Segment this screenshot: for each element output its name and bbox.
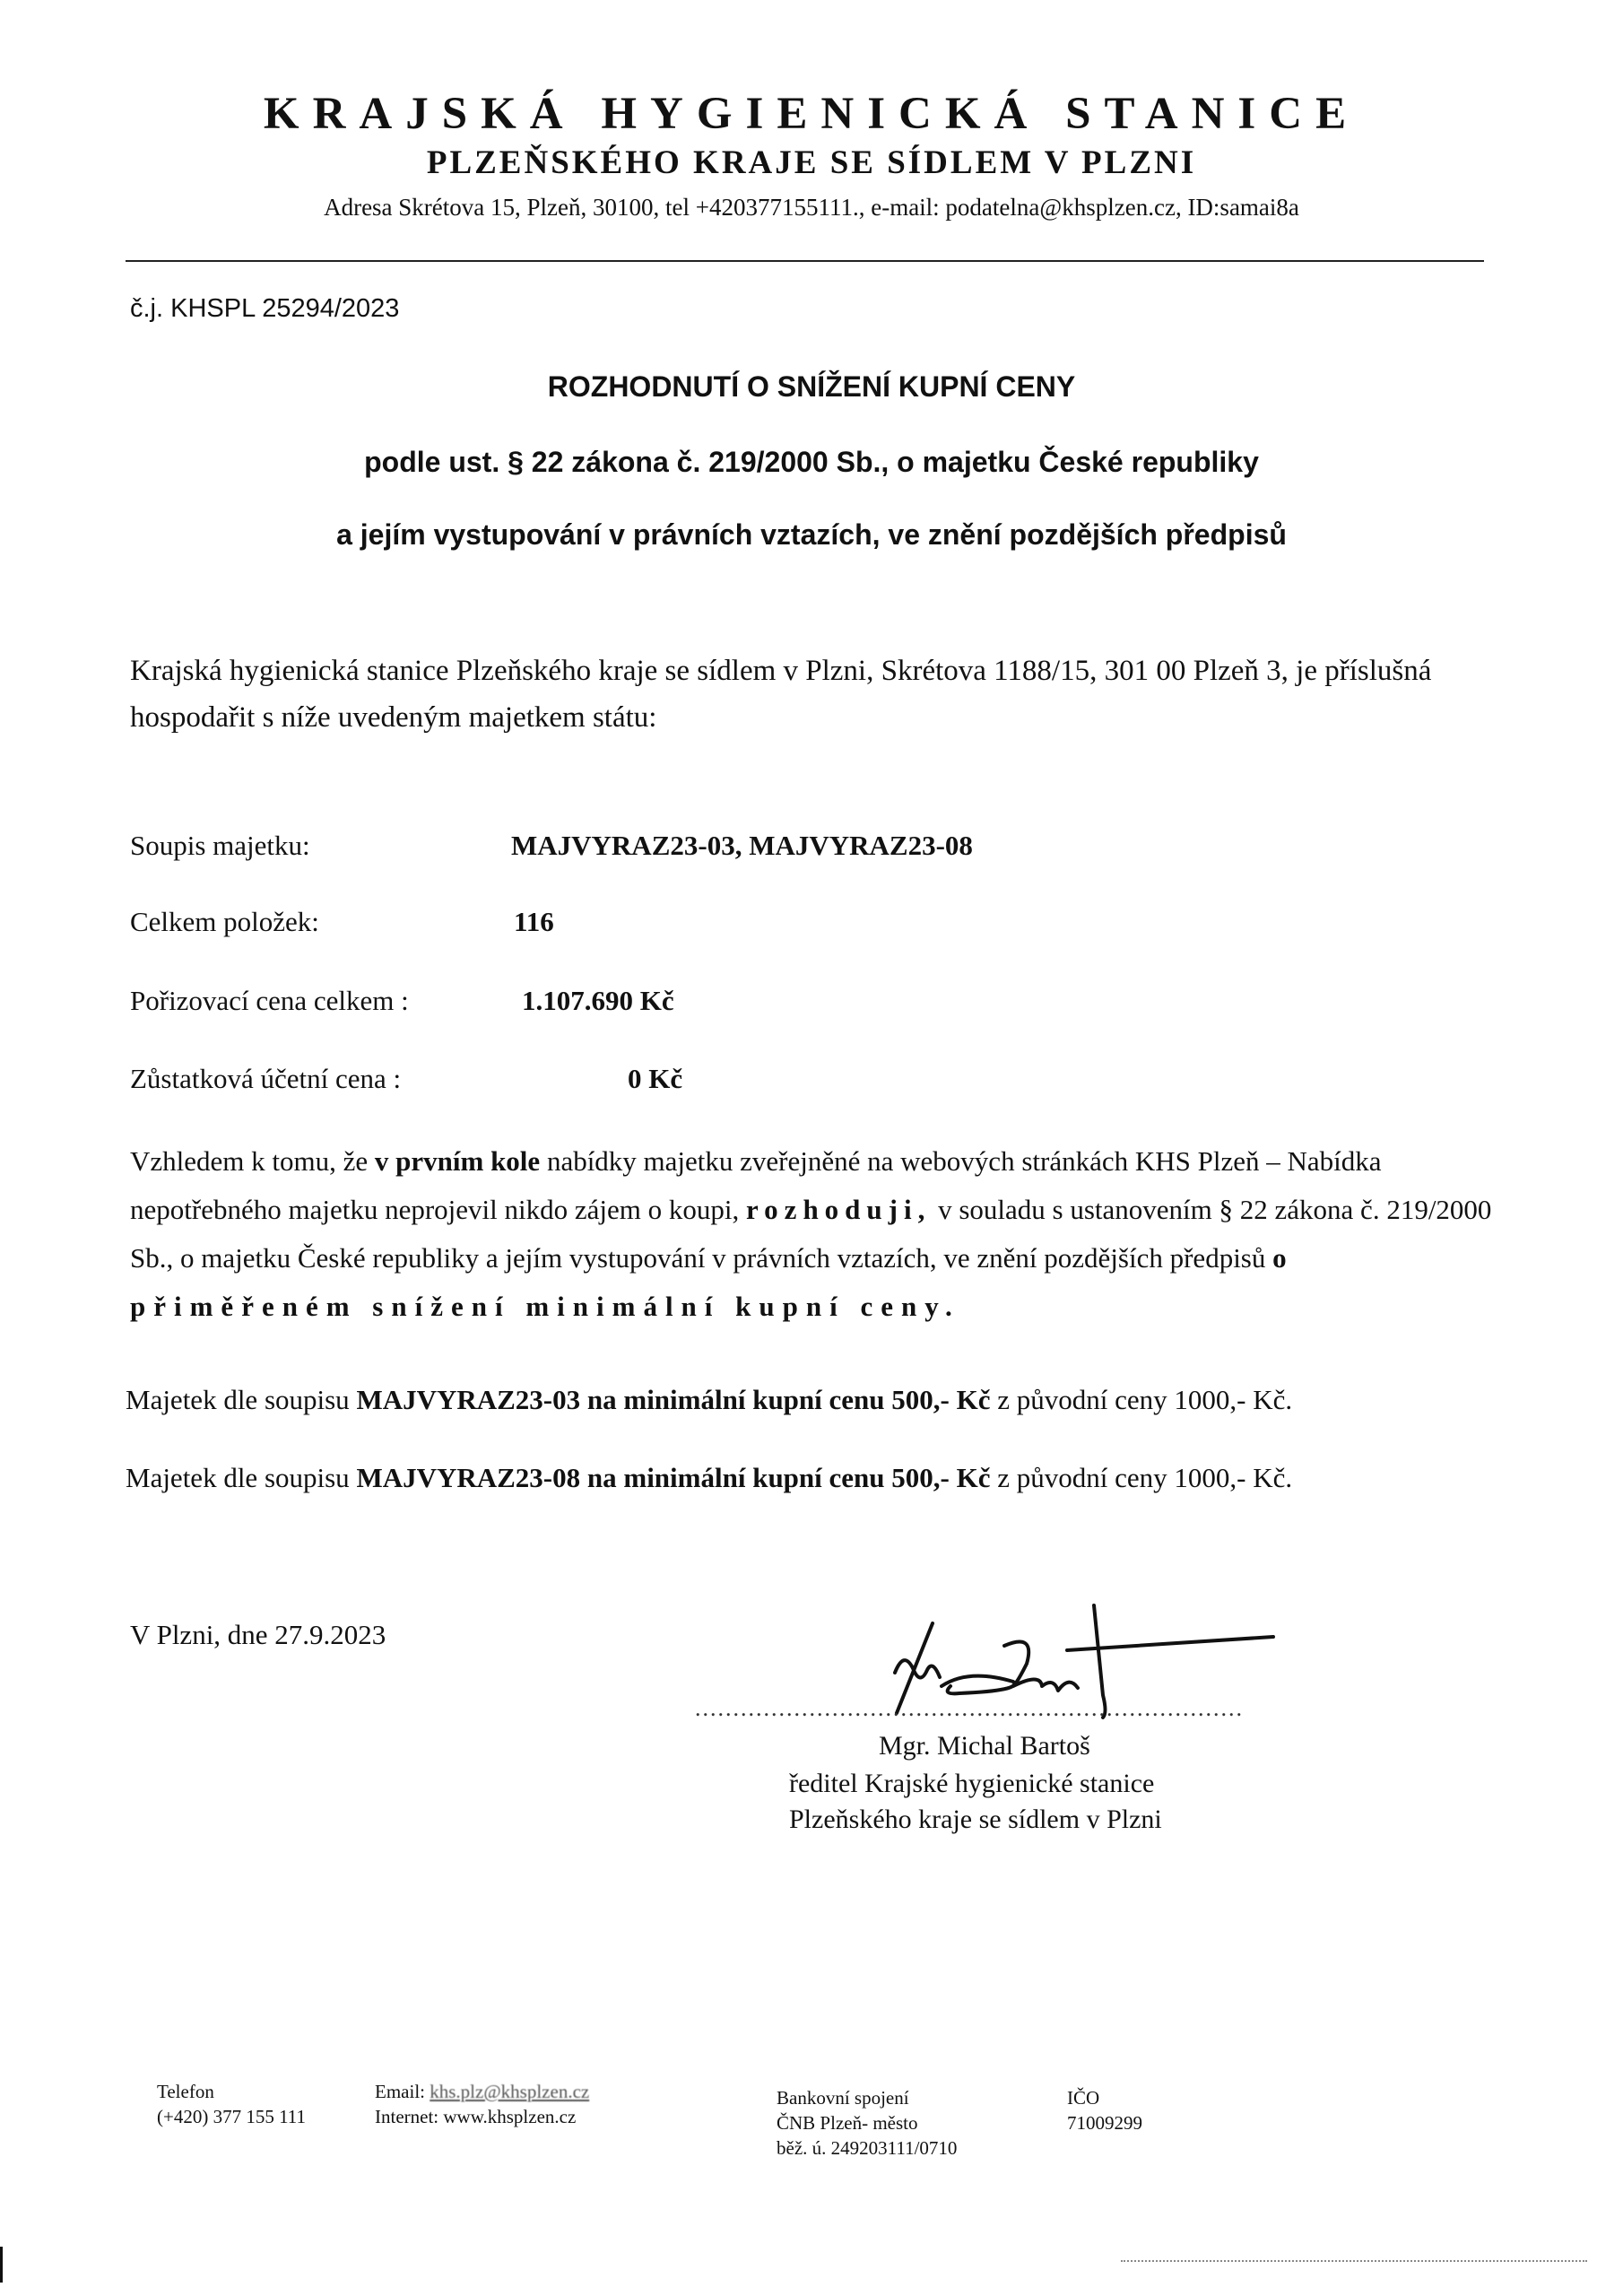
price-line-suffix: z původní ceny 1000,- Kč. [990,1462,1293,1493]
decision-outcome: o přiměřeném snížení minimální kupní ceny. [130,1242,1295,1322]
detail-value: 116 [514,906,554,937]
detail-value: 1.107.690 Kč [522,985,674,1016]
scan-artifact [0,2247,3,2283]
organization-address: Adresa Skrétova 15, Plzeň, 30100, tel +420377155111., e-mail: podatelna@khsplzen.cz, ID:samai8a [324,194,1299,221]
detail-label: Celkem položek: [130,906,319,937]
place-and-date: V Plzni, dne 27.9.2023 [130,1619,386,1650]
price-line-bold: MAJVYRAZ23-08 na minimální kupní cenu 500,- Kč [356,1462,991,1493]
reference-number: č.j. KHSPL 25294/2023 [130,294,400,323]
detail-value: 0 Kč [628,1063,683,1094]
footer-contact [375,2079,589,2129]
footer-bank [777,2085,957,2161]
footer-email-label: Email: [375,2081,430,2102]
detail-row [130,906,554,938]
detail-label: Zůstatková účetní cena : [130,1063,402,1094]
footer-bank-label: Bankovní spojení [777,2087,909,2109]
decision-text: v souladu s ustanovením § 22 zákona č. 219/2000 Sb., o majetku České republiky a jejím vystupování v právních vztazích, ve znění pozdějších předpisů [130,1194,1492,1274]
detail-row [130,1063,683,1095]
footer-ico-label: IČO [1067,2087,1100,2109]
header-divider [126,260,1484,262]
footer-email: khs.plz@khsplzen.cz [430,2081,590,2102]
price-line-bold: MAJVYRAZ23-03 na minimální kupní cenu 500,- Kč [356,1384,991,1415]
footer-phone-number: (+420) 377 155 111 [157,2106,307,2127]
footer-bank-name: ČNB Plzeň- město [777,2112,918,2134]
price-line-suffix: z původní ceny 1000,- Kč. [990,1384,1293,1415]
price-line [126,1462,1292,1494]
document-title: ROZHODNUTÍ O SNÍŽENÍ KUPNÍ CENY [547,370,1076,403]
scan-artifact [1121,2260,1587,2266]
footer-email-row [375,2079,589,2104]
decision-text: nabídky majetku zveřejněné na webových stránkách KHS Plzeň – Nabídka nepotřebného majetku neprojevil nikdo zájem o koupi, [130,1145,1382,1225]
price-line-prefix: Majetek dle soupisu [126,1384,357,1415]
legal-basis-line-1: podle ust. § 22 zákona č. 219/2000 Sb., o majetku České republiky [364,446,1259,478]
footer-bank-account: běž. ú. 249203111/0710 [777,2137,958,2159]
signature-line: ........................................................................ [695,1695,1244,1721]
detail-label: Pořizovací cena celkem : [130,985,409,1016]
signatory-name: Mgr. Michal Bartoš [879,1731,1090,1761]
legal-basis-line-2: a jejím vystupování v právních vztazích, ve znění pozdějších předpisů [336,518,1287,551]
price-line-prefix: Majetek dle soupisu [126,1462,357,1493]
decision-text: Vzhledem k tomu, že [130,1145,375,1177]
detail-value: MAJVYRAZ23-03, MAJVYRAZ23-08 [511,830,973,861]
decision-paragraph [130,1137,1502,1331]
organization-name: KRAJSKÁ HYGIENICKÁ STANICE [263,89,1360,139]
decision-round: v prvním kole [374,1145,541,1177]
organization-subtitle: PLZEŇSKÉHO KRAJE SE SÍDLEM V PLZNI [426,144,1197,181]
footer-ico-number: 71009299 [1067,2112,1142,2134]
detail-label: Soupis majetku: [130,830,310,861]
intro-paragraph: Krajská hygienická stanice Plzeňského kraje se sídlem v Plzni, Skrétova 1188/15, 301 00 Plzeň 3, je příslušná hospodařit s níže uvedeným majetkem státu: [130,655,1432,734]
footer-phone [157,2079,306,2129]
detail-row [130,985,674,1017]
footer-ico [1067,2085,1142,2135]
signatory-role: Plzeňského kraje se sídlem v Plzni [789,1805,1162,1834]
footer-website: Internet: www.khsplzen.cz [375,2106,577,2127]
decision-verb: rozhoduji, [745,1194,932,1225]
price-line [126,1384,1292,1416]
detail-row [130,830,973,862]
signatory-role: ředitel Krajské hygienické stanice [789,1769,1155,1798]
footer-phone-label: Telefon [157,2081,214,2102]
